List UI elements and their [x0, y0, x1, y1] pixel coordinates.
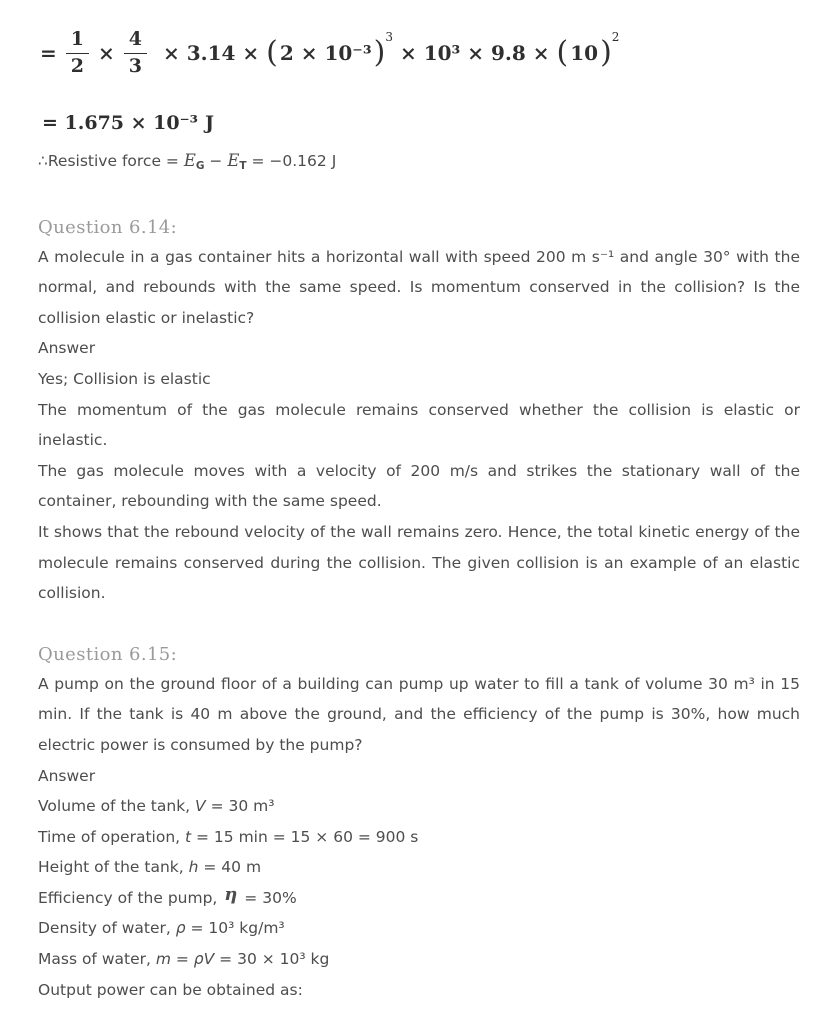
- resistive-force-line: [38, 146, 800, 182]
- time-label: Time of operation,: [38, 827, 186, 846]
- formula-energy-result: [42, 110, 800, 136]
- multiply-sign: ×: [98, 41, 115, 65]
- density-value: = 10³ kg/m³: [185, 919, 285, 938]
- variable-m: m: [155, 950, 171, 969]
- subscript-t: T: [239, 160, 247, 172]
- variable-rho: ρ: [175, 919, 186, 938]
- resistive-suffix: = −0.162 J: [246, 152, 337, 170]
- fraction-numerator: 1: [66, 29, 89, 53]
- resistive-prefix: ∴Resistive force =: [38, 152, 184, 170]
- formula-segment: × 3.14 ×: [163, 41, 260, 65]
- density-label: Density of water,: [38, 919, 176, 938]
- time-value: = 15 min = 15 × 60 = 900 s: [191, 827, 419, 846]
- result-value: = 1.675 × 10⁻³: [42, 112, 198, 134]
- answer-paragraph: The gas molecule moves with a velocity of 200 m/s and strikes the stationary wall of the container, rebounding with the same speed.: [38, 461, 800, 511]
- mass-line: [38, 944, 800, 975]
- question-615-heading: Question 6.15:: [38, 643, 178, 665]
- question-614-heading: Question 6.14:: [38, 216, 178, 238]
- density-line: [38, 913, 800, 944]
- height-label: Height of the tank,: [38, 858, 189, 877]
- equals-segment: =: [170, 950, 194, 969]
- left-paren: (: [266, 35, 278, 70]
- question-614-text: A molecule in a gas container hits a horizontal wall with speed 200 m s⁻¹ and angle 30° with the normal, and rebounds with the same speed. Is momentum conserved in the collision? Is the collision elastic or inelastic?: [38, 247, 800, 327]
- mass-label: Mass of water,: [38, 950, 156, 969]
- mass-value: = 30 × 10³ kg: [214, 950, 330, 969]
- time-line: [38, 822, 800, 853]
- variable-rho-v: ρV: [193, 950, 215, 969]
- variable-eta: η: [224, 883, 238, 905]
- minus-sign: −: [204, 152, 228, 170]
- exponent: 2: [611, 30, 620, 44]
- efficiency-line: [38, 883, 800, 914]
- left-paren: (: [556, 35, 569, 70]
- energy-variable: E: [183, 151, 196, 170]
- answer-label-615: Answer: [38, 766, 96, 785]
- energy-variable: E: [227, 151, 240, 170]
- variable-t: t: [185, 827, 192, 846]
- answer-paragraph: It shows that the rebound velocity of the wall remains zero. Hence, the total kinetic energy of the molecule remains conserved during the collision. The given collision is an example of an elastic collision.: [38, 522, 800, 603]
- paren-content: 10: [570, 41, 599, 65]
- volume-line: [38, 791, 800, 822]
- volume-value: = 30 m³: [205, 797, 275, 816]
- equals-sign: =: [40, 41, 57, 65]
- answer-intro-614: Yes; Collision is elastic: [38, 369, 211, 388]
- answer-label-614: Answer: [38, 339, 96, 358]
- fraction-denominator: 2: [70, 54, 84, 77]
- efficiency-label: Efficiency of the pump,: [38, 888, 223, 907]
- exponent: 3: [385, 30, 393, 44]
- question-615-text: A pump on the ground floor of a building can pump up water to fill a tank of volume 30 m³ in 15 min. If the tank is 40 m above the ground, and the efficiency of the pump is 30%, how much electric power is consumed by the pump?: [38, 674, 800, 754]
- right-paren: ): [373, 35, 386, 70]
- variable-v: V: [195, 797, 206, 816]
- height-line: [38, 852, 800, 883]
- fraction-denominator: 3: [128, 54, 142, 77]
- unit-joule: J: [204, 112, 214, 134]
- subscript-g: G: [195, 160, 205, 172]
- right-paren: ): [600, 35, 612, 70]
- fraction-one-half: [66, 29, 89, 77]
- output-power-line: Output power can be obtained as:: [38, 980, 303, 999]
- paren-content: 2 × 10⁻³: [279, 41, 372, 65]
- formula-segment: × 10³ × 9.8 ×: [399, 41, 550, 65]
- variable-h: h: [188, 858, 199, 877]
- efficiency-value: = 30%: [239, 888, 297, 907]
- fraction-four-thirds: [124, 29, 147, 77]
- height-value: = 40 m: [198, 858, 262, 877]
- volume-label: Volume of the tank,: [38, 797, 196, 816]
- answer-paragraph: The momentum of the gas molecule remains conserved whether the collision is elastic or inelastic.: [38, 400, 800, 450]
- formula-energy-expansion: [40, 22, 800, 84]
- fraction-numerator: 4: [124, 29, 147, 53]
